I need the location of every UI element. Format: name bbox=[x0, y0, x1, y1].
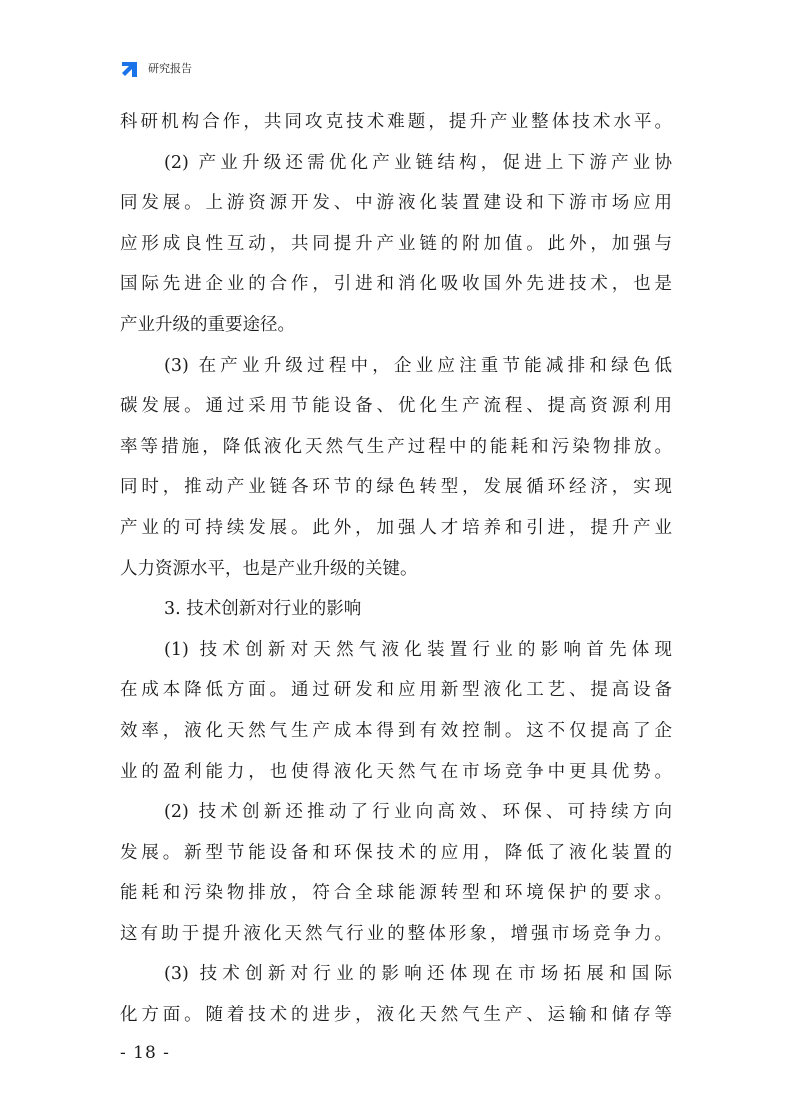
page-number: - 18 - bbox=[120, 1043, 170, 1063]
text-line: 化方面。随着技术的进步，液化天然气生产、运输和储存等 bbox=[120, 1005, 672, 1026]
arrow-logo-icon bbox=[120, 57, 142, 79]
text-line: (1) 技术创新对天然气液化装置行业的影响首先体现 bbox=[164, 639, 672, 660]
section-heading: 3. 技术创新对行业的影响 bbox=[164, 599, 362, 620]
text-line: 同发展。上游资源开发、中游液化装置建设和下游市场应用 bbox=[120, 193, 672, 214]
header-label: 研究报告 bbox=[148, 62, 192, 75]
text-line: 产业升级的重要途径。 bbox=[120, 314, 295, 335]
text-line: 效率，液化天然气生产成本得到有效控制。这不仅提高了企 bbox=[120, 720, 672, 741]
text-line: 产业的可持续发展。此外，加强人才培养和引进，提升产业 bbox=[120, 517, 672, 538]
text-line: (2) 技术创新还推动了行业向高效、环保、可持续方向 bbox=[164, 802, 672, 823]
text-line: 科研机构合作，共同攻克技术难题，提升产业整体技术水平。 bbox=[120, 112, 672, 132]
text-line: 率等措施，降低液化天然气生产过程中的能耗和污染物排放。 bbox=[120, 436, 672, 457]
text-line: 能耗和污染物排放，符合全球能源转型和环境保护的要求。 bbox=[120, 883, 672, 904]
text-line: 应形成良性互动，共同提升产业链的附加值。此外，加强与 bbox=[120, 233, 672, 254]
text-line: 碳发展。通过采用节能设备、优化生产流程、提高资源利用 bbox=[120, 396, 672, 417]
text-line: 在成本降低方面。通过研发和应用新型液化工艺、提高设备 bbox=[120, 680, 672, 701]
text-line: (3) 技术创新对行业的影响还体现在市场拓展和国际 bbox=[164, 964, 672, 985]
text-line: 人力资源水平，也是产业升级的关键。 bbox=[120, 558, 418, 579]
text-line: 业的盈利能力，也使得液化天然气在市场竞争中更具优势。 bbox=[120, 761, 672, 782]
text-line: (2) 产业升级还需优化产业链结构，促进上下游产业协 bbox=[164, 152, 672, 173]
text-line: 发展。新型节能设备和环保技术的应用，降低了液化装置的 bbox=[120, 842, 672, 863]
text-line: 这有助于提升液化天然气行业的整体形象，增强市场竞争力。 bbox=[120, 923, 672, 944]
text-line: 国际先进企业的合作，引进和消化吸收国外先进技术，也是 bbox=[120, 274, 672, 295]
text-line: 同时，推动产业链各环节的绿色转型，发展循环经济，实现 bbox=[120, 477, 672, 498]
body-text bbox=[120, 102, 672, 1036]
report-header bbox=[120, 56, 192, 80]
text-line: (3) 在产业升级过程中，企业应注重节能减排和绿色低 bbox=[164, 355, 672, 376]
